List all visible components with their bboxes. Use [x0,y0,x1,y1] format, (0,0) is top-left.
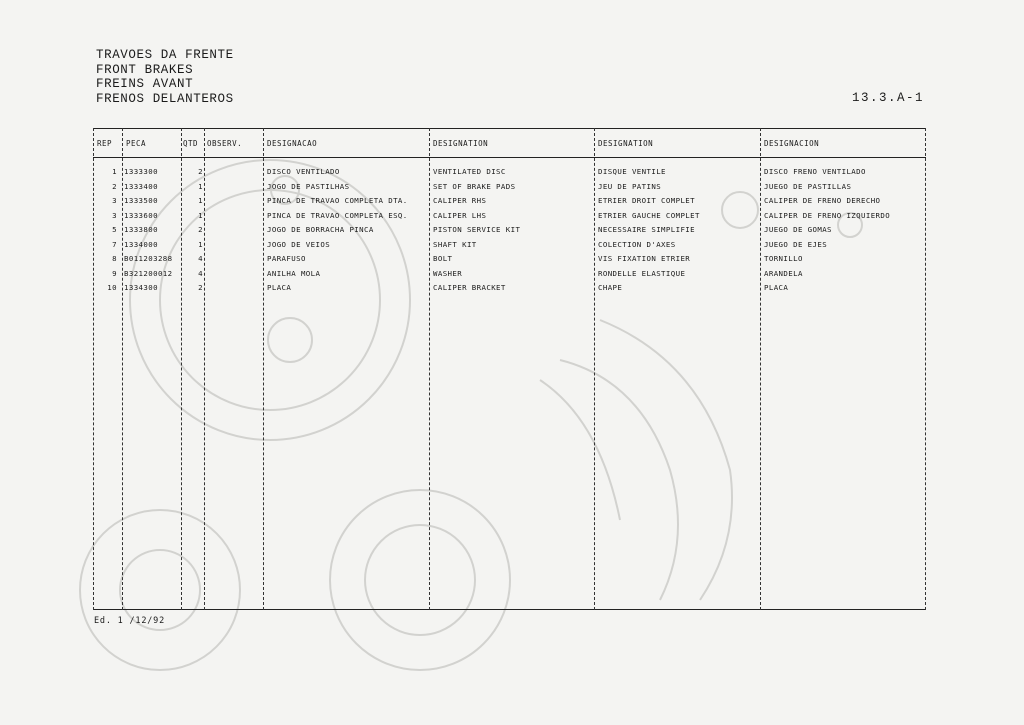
cell-part-number: 1333400 [124,181,158,191]
cell-quantity: 1 [198,239,203,249]
title-spanish: FRENOS DELANTEROS [96,91,234,106]
cell-designacao: PLACA [267,283,292,292]
cell-part-number: 1333600 [124,210,158,220]
cell-designacion: TORNILLO [764,254,803,263]
cell-designation-en: WASHER [433,268,463,278]
cell-quantity: 1 [198,181,203,191]
cell-quantity: 4 [198,254,203,263]
cell-rep: 5 [112,225,117,234]
cell-rep: 1 [112,167,117,176]
cell-designation-en: VENTILATED DISC [433,167,506,176]
cell-designacao: JOGO DE VEIOS [267,239,331,249]
cell-part-number: 1333800 [124,225,158,234]
table-row [93,240,926,255]
cell-quantity: 1 [198,210,203,220]
cell-rep: 3 [112,196,117,205]
table-body [93,167,926,298]
table-row [93,225,926,240]
table-row [93,283,926,298]
cell-part-number: 1333500 [124,196,158,205]
cell-designation-fr: CHAPE [598,283,623,292]
cell-designation-en: SET OF BRAKE PADS [433,181,516,191]
cell-rep: 7 [112,239,117,249]
cell-designation-en: CALIPER LHS [433,210,487,220]
cell-rep: 9 [112,268,117,278]
parts-table [93,128,926,610]
cell-designation-fr: VIS FIXATION ETRIER [598,254,691,263]
cell-designacao: PINCA DE TRAVAO COMPLETA DTA. [267,196,408,205]
cell-quantity: 4 [198,268,203,278]
header-designacion: DESIGNACION [764,139,820,148]
cell-designation-fr: RONDELLE ELASTIQUE [598,268,686,278]
cell-designacao: DISCO VENTILADO [267,167,340,176]
cell-designacion: JUEGO DE GOMAS [764,225,832,234]
cell-designacion: JUEGO DE PASTILLAS [764,181,852,191]
cell-designacao: JOGO DE BORRACHA PINCA [267,225,374,234]
cell-designation-fr: NECESSAIRE SIMPLIFIE [598,225,695,234]
cell-designacion: JUEGO DE EJES [764,239,828,249]
cell-designation-fr: ETRIER DROIT COMPLET [598,196,695,205]
page-code: 13.3.A-1 [852,91,925,105]
document-title-block [96,48,234,106]
table-row [93,269,926,284]
cell-designation-en: SHAFT KIT [433,239,477,249]
cell-rep: 10 [107,283,117,292]
header-rep: REP [97,139,113,148]
cell-designation-fr: JEU DE PATINS [598,181,662,191]
cell-designation-en: BOLT [433,254,453,263]
cell-rep: 8 [112,254,117,263]
cell-designacion: CALIPER DE FRENO IZQUIERDO [764,210,891,220]
cell-quantity: 2 [198,283,203,292]
cell-designacion: ARANDELA [764,268,803,278]
cell-designacao: ANILHA MOLA [267,268,321,278]
cell-designacion: PLACA [764,283,789,292]
cell-designacao: PARAFUSO [267,254,306,263]
cell-part-number: 1334300 [124,283,158,292]
cell-part-number: B011203288 [124,254,173,263]
cell-designation-fr: ETRIER GAUCHE COMPLET [598,210,700,220]
table-bottom-rule [93,609,926,610]
header-designation-en: DESIGNATION [433,139,489,148]
cell-quantity: 2 [198,167,203,176]
cell-quantity: 1 [198,196,203,205]
cell-designation-en: PISTON SERVICE KIT [433,225,521,234]
title-english: FRONT BRAKES [96,62,194,77]
title-portuguese: TRAVOES DA FRENTE [96,48,234,62]
edition-date: Ed. 1 /12/92 [94,616,166,626]
table-header-rule [93,157,926,158]
cell-part-number: 1333300 [124,167,158,176]
table-row [93,211,926,226]
header-observ: OBSERV. [207,139,243,148]
cell-designation-fr: COLECTION D'AXES [598,239,676,249]
cell-part-number: 1334000 [124,239,158,249]
title-french: FREINS AVANT [96,77,194,91]
cell-part-number: B321200012 [124,268,173,278]
cell-rep: 2 [112,181,117,191]
table-top-rule [93,128,926,129]
cell-designacao: JOGO DE PASTILHAS [267,181,350,191]
cell-designation-en: CALIPER RHS [433,196,487,205]
table-row [93,182,926,197]
cell-rep: 3 [112,210,117,220]
cell-designacion: DISCO FRENO VENTILADO [764,167,866,176]
cell-designation-en: CALIPER BRACKET [433,283,506,292]
header-peca: PECA [126,139,147,148]
table-row [93,254,926,269]
header-designation-fr: DESIGNATION [598,139,654,148]
cell-designacion: CALIPER DE FRENO DERECHO [764,196,881,205]
cell-designation-fr: DISQUE VENTILE [598,167,666,176]
table-row [93,196,926,211]
cell-quantity: 2 [198,225,203,234]
cell-designacao: PINCA DE TRAVAO COMPLETA ESQ. [267,210,408,220]
header-qtd: QTD [183,139,199,148]
table-row [93,167,926,182]
header-designacao: DESIGNACAO [267,139,318,148]
